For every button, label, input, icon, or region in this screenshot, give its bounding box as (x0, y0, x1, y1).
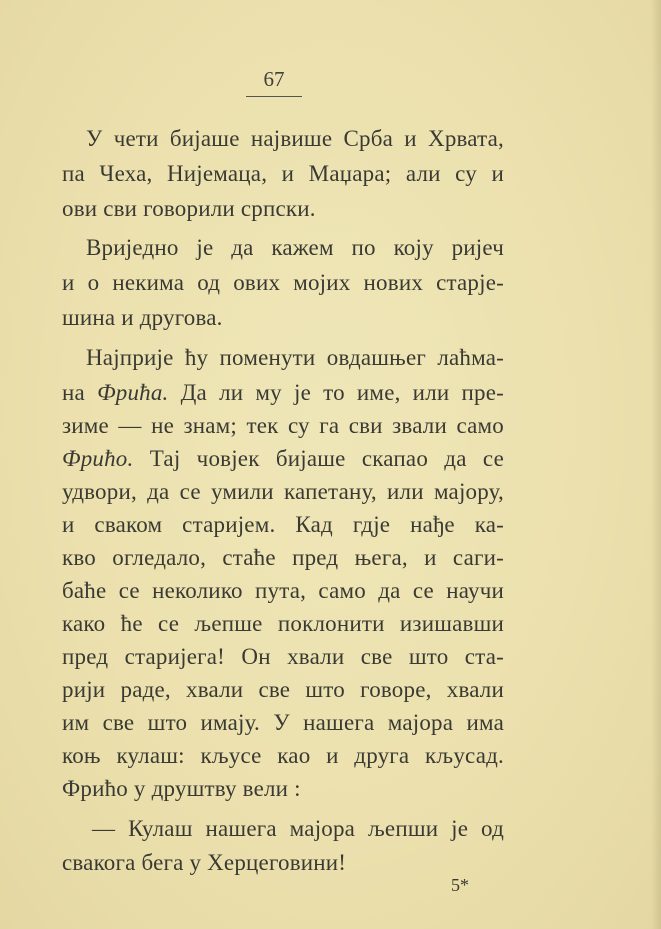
text-line: Најприје ћу поменути овдашњег лаћма- (86, 345, 504, 370)
text-line: коњ кулаш: кљусе као и друга кљусад. (62, 743, 504, 768)
text-line: Фрићо. Тај човјек бијаше скапао да се (62, 446, 504, 471)
text-line: и сваком старијем. Кад гдје нађе ка- (62, 512, 504, 537)
text-line: удвори, да се умили капетану, или мајору, (62, 479, 504, 504)
text-line: пред старијега! Он хвали све што ста- (62, 644, 504, 669)
text-line: баће се неколико пута, само да се научи (62, 578, 504, 603)
italic-name: Фрића. (97, 380, 169, 405)
text-line: свакога бега у Херцеговини! (62, 850, 347, 875)
text-line: па Чеха, Нијемаца, и Маџара; али су и (62, 161, 504, 186)
text-line: ови сви говорили српски. (62, 196, 316, 221)
text-line: Фрићо у друштву вели : (62, 776, 301, 801)
page-number: 67 (263, 67, 285, 91)
printer-signature-mark: 5* (451, 875, 469, 895)
text-line: У чети бијаше највише Срба и Хрвата, (86, 126, 504, 151)
text-line: Вриједно је да кажем по коју ријеч (86, 235, 504, 260)
text-line: — Кулаш нашега мајора љепши је од (92, 816, 504, 841)
page-edge-shadow (651, 0, 661, 929)
text-line: шина и другова. (62, 305, 223, 330)
text-line: зиме — не знам; тек су га сви звали само (62, 413, 504, 438)
text-line: како ће се љепше поклонити изишавши (62, 611, 504, 636)
text-line: на Фрића. Да ли му је то име, или пре- (62, 380, 504, 405)
text-line: им све што имају. У нашега мајора има (62, 710, 504, 735)
text-line: и о некима од ових мојих нових старје- (62, 270, 504, 295)
text-line: рији раде, хвали све што говоре, хвали (62, 677, 504, 702)
text-line: кво огледало, стаће пред њега, и саги- (62, 545, 504, 570)
italic-name: Фрићо. (62, 446, 134, 471)
page-number-rule (246, 96, 302, 97)
